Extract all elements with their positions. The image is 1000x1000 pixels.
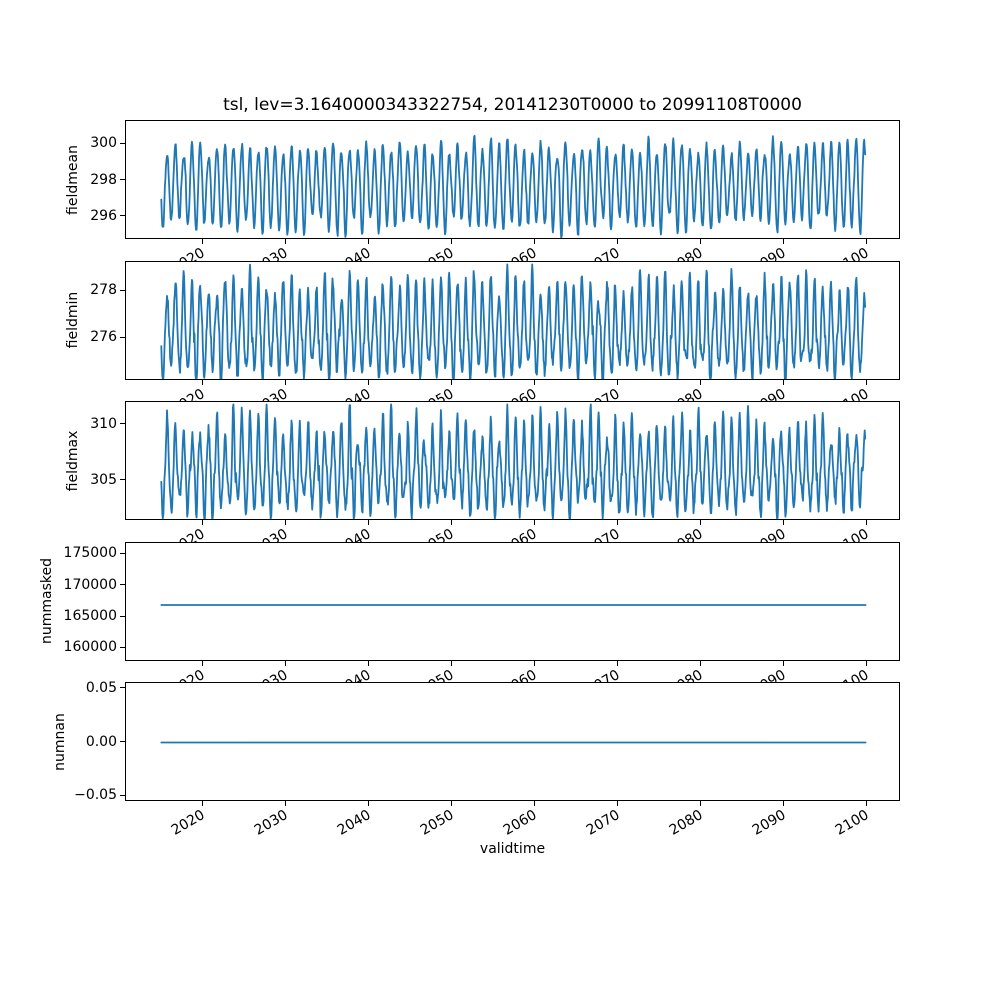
y-tick-mark xyxy=(120,741,125,742)
x-tick-mark xyxy=(534,661,535,666)
line-plot-nummasked xyxy=(126,543,900,661)
matplotlib-figure: tsl, lev=3.1640000343322754, 20141230T0000 to 20991108T0000 296 298 300 fieldmean 276 278 fieldmin 305 310 fieldmax 160000 165000 170000 175000 nummasked 2020 2030 2040 2050 2060 2070 2080 2090 2100 −0.05 0.00 0.05 numnan validtime xyxy=(0,0,1000,1000)
x-tick-mark xyxy=(202,801,203,806)
x-tick-mark xyxy=(202,239,203,244)
x-tick-mark xyxy=(285,661,286,666)
y-tick-label: 296 xyxy=(90,207,117,224)
x-tick-mark xyxy=(617,801,618,806)
x-tick-mark xyxy=(534,801,535,806)
y-axis-label-fieldmin: fieldmin xyxy=(65,291,81,349)
series-line-fieldmax xyxy=(161,404,865,518)
x-tick-mark xyxy=(783,380,784,385)
x-tick-mark xyxy=(866,661,867,666)
x-tick-mark xyxy=(700,380,701,385)
y-tick-mark xyxy=(120,687,125,688)
x-tick-mark xyxy=(368,801,369,806)
series-line-fieldmean xyxy=(161,136,865,238)
y-tick-mark xyxy=(120,215,125,216)
y-tick-mark xyxy=(120,290,125,291)
subplot-numnan xyxy=(125,682,900,801)
x-tick-mark xyxy=(700,239,701,244)
x-tick-mark xyxy=(534,380,535,385)
chart-title: tsl, lev=3.1640000343322754, 20141230T0000 to 20991108T0000 xyxy=(223,95,802,115)
y-tick-mark xyxy=(120,647,125,648)
x-tick-mark xyxy=(202,661,203,666)
y-tick-mark xyxy=(120,479,125,480)
y-tick-label: 300 xyxy=(90,135,117,152)
y-axis-label-nummasked: nummasked xyxy=(39,558,55,645)
x-tick-mark xyxy=(783,520,784,525)
y-axis-label-fieldmax: fieldmax xyxy=(65,430,81,491)
line-plot-fieldmin xyxy=(126,262,900,380)
x-tick-mark xyxy=(617,239,618,244)
x-tick-mark xyxy=(368,380,369,385)
x-tick-mark xyxy=(866,801,867,806)
y-tick-mark xyxy=(120,795,125,796)
y-tick-label: 160000 xyxy=(63,639,117,656)
x-tick-mark xyxy=(700,801,701,806)
x-tick-mark xyxy=(451,239,452,244)
x-tick-mark xyxy=(285,801,286,806)
y-tick-label: −0.05 xyxy=(74,787,117,804)
y-tick-mark xyxy=(120,143,125,144)
x-tick-mark xyxy=(534,520,535,525)
subplot-fieldmax xyxy=(125,401,900,520)
x-tick-mark xyxy=(534,239,535,244)
x-tick-mark xyxy=(202,380,203,385)
x-axis-label: validtime xyxy=(479,841,546,857)
y-tick-mark xyxy=(120,584,125,585)
x-tick-mark xyxy=(783,239,784,244)
line-plot-fieldmax xyxy=(126,402,900,520)
y-tick-label: 175000 xyxy=(63,545,117,562)
y-tick-mark xyxy=(120,337,125,338)
x-tick-mark xyxy=(451,801,452,806)
x-tick-mark xyxy=(866,520,867,525)
line-plot-fieldmean xyxy=(126,121,900,239)
x-tick-mark xyxy=(368,661,369,666)
subplot-fieldmin xyxy=(125,261,900,380)
x-tick-mark xyxy=(202,520,203,525)
line-plot-numnan xyxy=(126,683,900,801)
x-tick-mark xyxy=(866,239,867,244)
y-tick-label: 298 xyxy=(90,171,117,188)
y-axis-label-numnan: numnan xyxy=(52,712,68,771)
y-tick-label: 305 xyxy=(90,471,117,488)
x-tick-mark xyxy=(617,520,618,525)
y-tick-label: 165000 xyxy=(63,608,117,624)
y-tick-label: 310 xyxy=(90,415,117,432)
y-axis-label-fieldmean: fieldmean xyxy=(65,144,81,215)
y-tick-label: 276 xyxy=(90,329,117,346)
x-tick-mark xyxy=(700,661,701,666)
x-tick-mark xyxy=(700,520,701,525)
x-tick-mark xyxy=(617,661,618,666)
x-tick-mark xyxy=(368,520,369,525)
y-tick-label: 278 xyxy=(90,282,117,298)
x-tick-mark xyxy=(617,380,618,385)
y-tick-mark xyxy=(120,553,125,554)
x-tick-mark xyxy=(285,380,286,385)
x-tick-mark xyxy=(451,380,452,385)
x-tick-mark xyxy=(368,239,369,244)
x-tick-mark xyxy=(285,520,286,525)
x-tick-mark xyxy=(451,520,452,525)
subplot-fieldmean xyxy=(125,120,900,239)
y-tick-label: 0.05 xyxy=(85,679,117,696)
y-tick-label: 170000 xyxy=(63,576,117,593)
x-tick-mark xyxy=(451,661,452,666)
x-tick-mark xyxy=(285,239,286,244)
y-tick-mark xyxy=(120,179,125,180)
x-tick-mark xyxy=(783,661,784,666)
y-tick-mark xyxy=(120,423,125,424)
series-line-fieldmin xyxy=(161,264,865,378)
x-tick-mark xyxy=(783,801,784,806)
subplot-nummasked xyxy=(125,542,900,661)
y-tick-label: 0.00 xyxy=(85,733,117,750)
x-tick-mark xyxy=(866,380,867,385)
y-tick-mark xyxy=(120,616,125,617)
